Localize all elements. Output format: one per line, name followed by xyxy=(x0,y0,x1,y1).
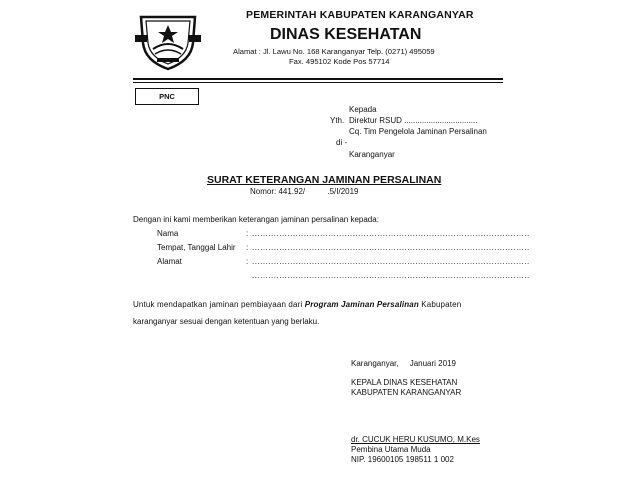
recipient-director: Direktur RSUD ................................. xyxy=(349,116,478,125)
recipient-di: di - xyxy=(336,138,348,147)
signature-position-1: KEPALA DINAS KESEHATAN xyxy=(351,378,458,387)
letterhead-divider-thin xyxy=(133,82,503,83)
signature-position-2: KABUPATEN KARANGANYAR xyxy=(351,388,462,397)
recipient-place: Karanganyar xyxy=(349,150,395,159)
field-label-birth: Tempat, Tanggal Lahir xyxy=(157,243,236,252)
recipient-team: Cq. Tim Pengelola Jaminan Persalinan xyxy=(349,127,487,136)
letterhead-agency: DINAS KESEHATAN xyxy=(270,26,422,43)
paragraph-part-1: Untuk mendapatkan jaminan pembiayaan dari xyxy=(133,300,305,309)
document-number: Nomor: 441.92/ .5/I/2019 xyxy=(250,187,359,196)
letterhead-address: Alamat : Jl. Lawu No. 168 Karanganyar Telp. (0271) 495059 xyxy=(233,47,435,56)
intro-text: Dengan ini kami memberikan keterangan jaminan persalinan kepada: xyxy=(133,215,379,224)
letterhead-government: PEMERINTAH KABUPATEN KARANGANYAR xyxy=(246,9,474,21)
signatory-name: dr. CUCUK HERU KUSUMO, M.Kes xyxy=(351,435,480,444)
category-badge: PNC xyxy=(135,88,199,105)
regency-seal-logo xyxy=(133,9,203,71)
field-colon-address: : xyxy=(246,257,249,266)
recipient-kepada: Kepada xyxy=(349,105,377,114)
program-name: Program Jaminan Persalinan xyxy=(304,300,419,309)
signature-place-date: Karanganyar, Januari 2019 xyxy=(351,359,456,368)
signatory-nip: NIP. 19600105 198511 1 002 xyxy=(351,455,454,464)
field-blank-birth: ...................................................................................................... xyxy=(252,243,530,252)
letterhead-divider-thick xyxy=(133,78,503,80)
paragraph-part-2: Kabupaten xyxy=(418,300,462,309)
paragraph-line-2: karanganyar sesuai dengan ketentuan yang berlaku. xyxy=(133,317,320,326)
field-blank-address-2: ...................................................................................................... xyxy=(252,271,530,280)
field-blank-name: ...................................................................................................... xyxy=(252,229,530,238)
signatory-rank: Pembina Utama Muda xyxy=(351,445,431,454)
field-colon-name: : xyxy=(246,229,249,238)
field-label-name: Nama xyxy=(157,229,179,238)
field-label-address: Alamat xyxy=(157,257,182,266)
document-title: SURAT KETERANGAN JAMINAN PERSALINAN xyxy=(207,174,442,186)
field-blank-address: ...................................................................................................... xyxy=(252,257,530,266)
recipient-yth: Yth. xyxy=(330,116,345,125)
field-colon-birth: : xyxy=(246,243,249,252)
paragraph-line-1 xyxy=(133,300,505,309)
letterhead-fax: Fax. 495102 Kode Pos 57714 xyxy=(289,57,390,66)
